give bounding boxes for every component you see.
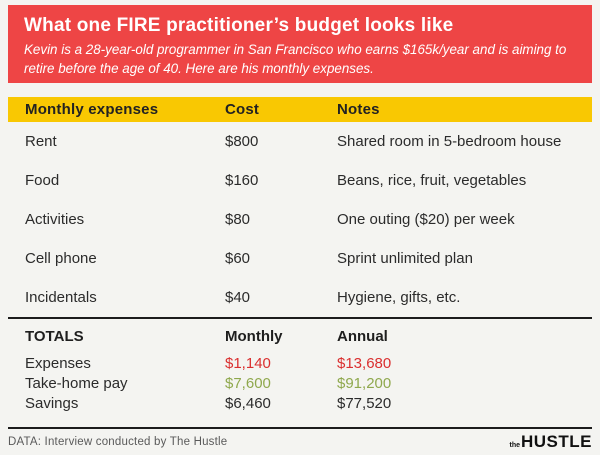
totals-header-row (25, 319, 575, 353)
table-row-food (8, 161, 592, 200)
table-row-activities (8, 200, 592, 239)
table-row-rent (8, 122, 592, 161)
the-hustle-logo (510, 432, 593, 452)
logo-prefix: the (509, 442, 520, 449)
totals-annual-value: $77,520 (337, 394, 392, 412)
expense-note: Hygiene, gifts, etc. (337, 289, 461, 306)
expense-rows (8, 122, 592, 317)
totals-annual-value: $91,200 (337, 374, 392, 392)
totals-column-annual: Annual (337, 327, 388, 345)
totals-row-savings (25, 393, 575, 413)
totals-label: TOTALS (25, 327, 84, 345)
expense-item: Rent (25, 133, 57, 150)
expense-item: Food (25, 172, 60, 189)
expense-cost: $800 (225, 133, 259, 150)
table-row-incidentals (8, 278, 592, 317)
totals-row-take-home-pay (25, 373, 575, 393)
footer (8, 429, 592, 455)
expense-cost: $160 (225, 172, 259, 189)
expense-cost: $60 (225, 250, 251, 267)
column-header-notes: Notes (337, 101, 380, 118)
expense-note: Sprint unlimited plan (337, 250, 473, 267)
totals-row-expenses (25, 353, 575, 373)
expense-cost: $40 (225, 289, 251, 306)
totals-monthly-value: $1,140 (225, 354, 271, 372)
table-row-cell-phone (8, 239, 592, 278)
logo-wordmark: HUSTLE (521, 432, 592, 451)
expense-item: Incidentals (25, 289, 97, 306)
totals-monthly-value: $7,600 (225, 374, 271, 392)
expense-cost: $80 (225, 211, 251, 228)
page-subtitle: Kevin is a 28-year-old programmer in San Francisco who earns $165k/year and is aiming to retire before the age of 40. Here are his monthly expenses. (24, 42, 567, 76)
expense-note: Shared room in 5-bedroom house (337, 133, 562, 150)
totals-row-label: Savings (25, 394, 79, 412)
column-header-cost: Cost (225, 101, 260, 118)
totals-row-label: Take-home pay (25, 374, 128, 392)
expense-note: Beans, rice, fruit, vegetables (337, 172, 527, 189)
totals-column-monthly: Monthly (225, 327, 283, 345)
page-title: What one FIRE practitioner’s budget looks like (24, 15, 454, 36)
totals-section (8, 319, 592, 413)
header-banner (8, 5, 592, 83)
totals-row-label: Expenses (25, 354, 91, 372)
table-header-row (8, 97, 592, 122)
column-header-monthly-expenses: Monthly expenses (25, 101, 159, 118)
expense-item: Activities (25, 211, 85, 228)
expense-item: Cell phone (25, 250, 97, 267)
expense-note: One outing ($20) per week (337, 211, 515, 228)
totals-annual-value: $13,680 (337, 354, 392, 372)
data-source-caption: DATA: Interview conducted by The Hustle (8, 436, 228, 448)
totals-monthly-value: $6,460 (225, 394, 271, 412)
